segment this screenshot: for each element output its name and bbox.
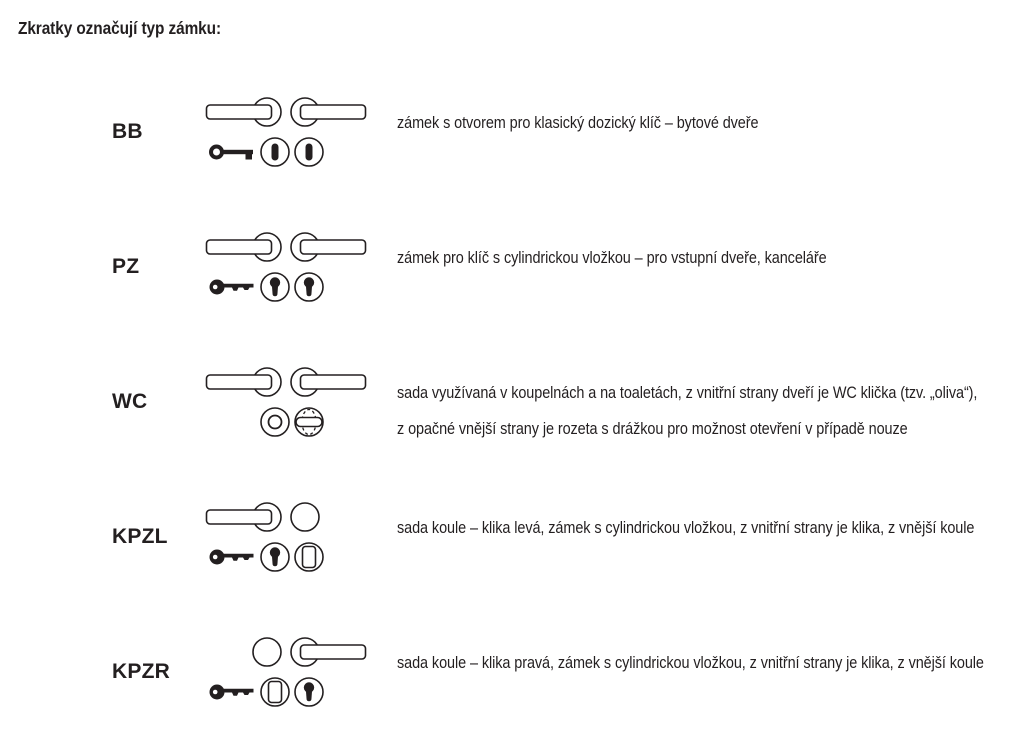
lock-description-line: z opačné vnější strany je rozeta s drážkou pro možnost otevření v případě nouze [397,419,908,438]
lock-code-label: KPZR [112,660,170,683]
lock-type-row [0,501,1011,573]
lever-handle-left-icon [205,96,283,128]
lever-handle-left-icon [205,231,283,263]
key-slot [205,682,255,702]
lock-code-label: BB [112,120,143,143]
right-handle-slot [289,231,367,263]
wc-rosette-groove-icon [259,406,291,438]
lock-description-line: zámek s otvorem pro klasický dozický klíč – bytové dveře [397,113,759,132]
key-and-plates-line [205,271,385,303]
lever-handle-left-icon [205,366,283,398]
lock-type-row [0,636,1011,708]
lock-hardware-diagram [205,501,385,573]
key-and-plates-line [205,541,385,573]
left-handle-slot [205,366,283,398]
classic-key-icon [209,140,255,164]
wc-oliva-turn-icon [293,406,325,438]
pz-keyhole-rosette-icon [293,271,325,303]
cylinder-rosette-icon [293,541,325,573]
lock-description [397,231,827,276]
lever-handle-right-icon [289,96,367,128]
lock-code-label: PZ [112,255,140,278]
lock-description-line: zámek pro klíč s cylindrickou vložkou – pro vstupní dveře, kanceláře [397,248,827,267]
pz-keyhole-rosette-icon [259,271,291,303]
handles-line [205,366,385,398]
lock-description-line: sada využívaná v koupelnách a na toaletách, z vnitřní strany dveří je WC klička (tzv. „oliva“), [397,383,978,402]
rosette-plates [259,676,325,708]
lock-hardware-diagram [205,231,385,303]
left-handle-slot [205,636,283,668]
cylinder-key-icon [209,277,255,297]
lock-type-row [0,96,1011,168]
lock-hardware-diagram [205,366,385,438]
lock-code-label: KPZL [112,525,168,548]
lock-description [397,636,984,681]
page-title: Zkratky označují typ zámku: [18,18,222,38]
left-handle-slot [205,231,283,263]
handles-line [205,96,385,128]
lock-description [397,96,758,141]
lock-description-line: sada koule – klika levá, zámek s cylindrickou vložkou, z vnitřní strany je klika, z vnější koule [397,518,975,537]
right-handle-slot [289,501,367,533]
key-and-plates-line [205,136,385,168]
right-handle-slot [289,96,367,128]
lever-handle-right-icon [289,231,367,263]
lock-description-line: sada koule – klika pravá, zámek s cylindrickou vložkou, z vnitřní strany je klika, z vnější koule [397,653,984,672]
left-handle-slot [205,501,283,533]
key-slot [205,547,255,567]
pz-keyhole-rosette-icon [293,676,325,708]
cylinder-rosette-icon [259,676,291,708]
lever-handle-right-icon [289,366,367,398]
rosette-plates [259,271,325,303]
door-knob-icon [289,501,321,533]
pz-keyhole-rosette-icon [259,541,291,573]
rosette-plates [259,541,325,573]
rosette-plates [259,406,325,438]
lock-description [397,366,977,447]
cylinder-key-icon [209,682,255,702]
handles-line [205,501,385,533]
key-and-plates-line [205,406,385,438]
left-handle-slot [205,96,283,128]
handles-line [205,636,385,668]
key-and-plates-line [205,676,385,708]
lock-hardware-diagram [205,636,385,708]
lever-handle-left-icon [205,501,283,533]
handles-line [205,231,385,263]
door-knob-icon [251,636,283,668]
bb-keyhole-rosette-icon [293,136,325,168]
lock-code-label: WC [112,390,148,413]
lock-type-row [0,231,1011,303]
lock-hardware-diagram [205,96,385,168]
right-handle-slot [289,366,367,398]
lock-type-row [0,366,1011,438]
key-slot [205,277,255,297]
cylinder-key-icon [209,547,255,567]
lever-handle-right-icon [289,636,367,668]
key-slot [205,140,255,164]
bb-keyhole-rosette-icon [259,136,291,168]
lock-description [397,501,974,546]
right-handle-slot [289,636,367,668]
rosette-plates [259,136,325,168]
